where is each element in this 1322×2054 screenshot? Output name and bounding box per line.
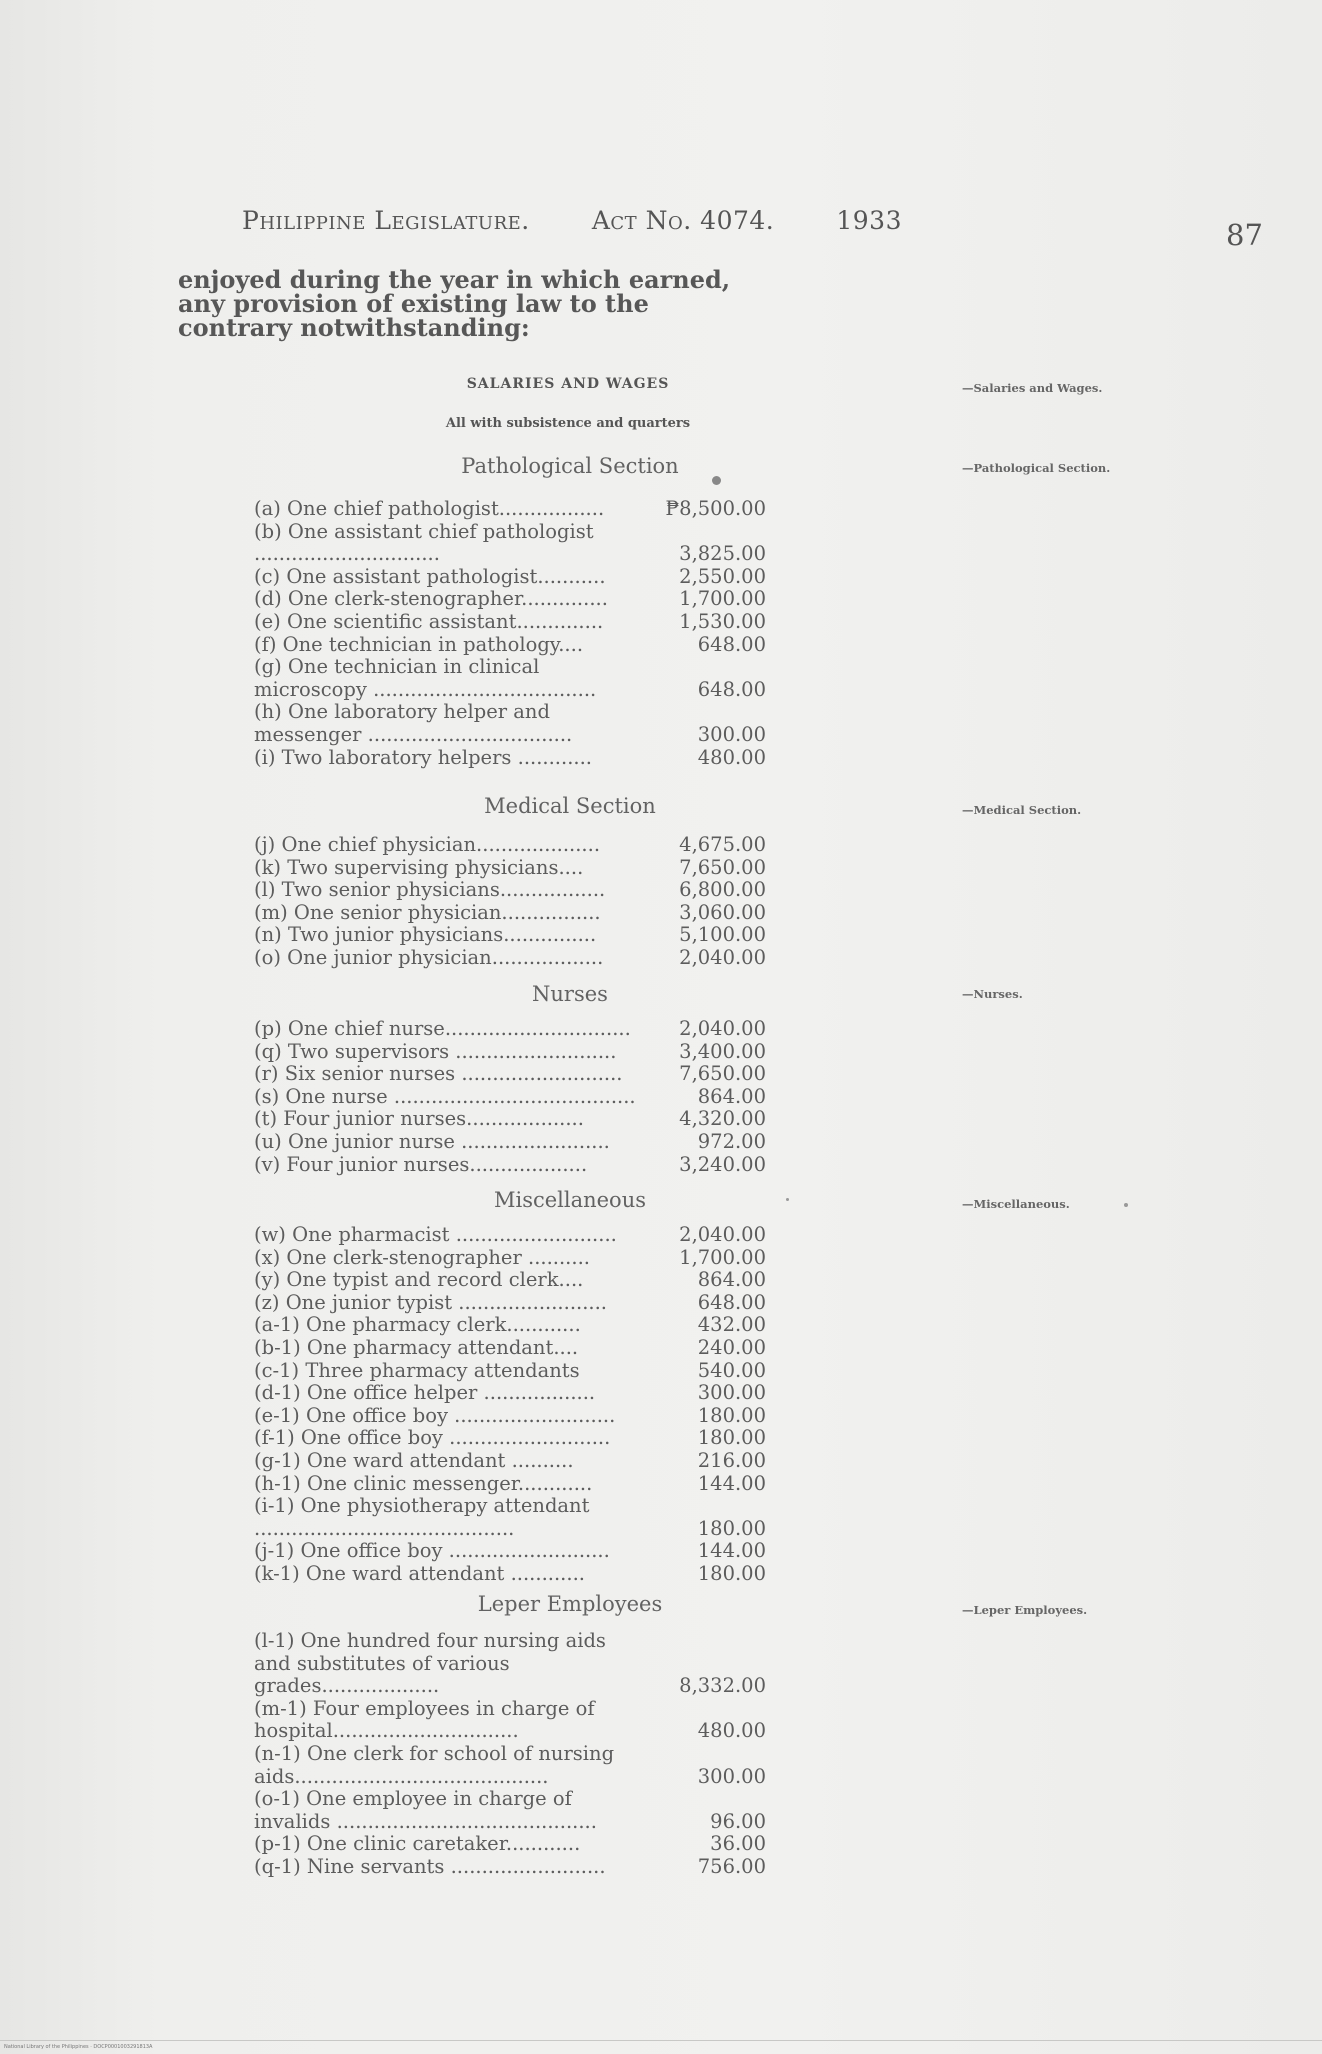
list-item: (h-1) One clinic messenger............ 144.00 (254, 1471, 766, 1495)
speck-mark (786, 1198, 789, 1201)
list-item: (j-1) One office boy .......................... 144.00 (254, 1539, 766, 1563)
list-item: (f-1) One office boy .......................... 180.00 (254, 1426, 766, 1450)
margin-dot-mark (1124, 1203, 1128, 1207)
list-item: (b-1) One pharmacy attendant.... 240.00 (254, 1335, 766, 1359)
list-item: (h) One laboratory helper and messenger ................................. 300.00 (254, 700, 766, 746)
list-item: (m-1) Four employees in charge of hospital.............................. 480.00 (254, 1696, 766, 1743)
margin-note-salaries: —Salaries and Wages. (962, 381, 1103, 395)
list-nurses (254, 1018, 774, 1176)
list-miscellaneous (254, 1224, 774, 1586)
page-number: 87 (1226, 218, 1263, 252)
header-act-number: Act No. 4074. (591, 206, 775, 235)
list-item: (g-1) One ward attendant .......... 216.00 (254, 1448, 766, 1472)
header-legislature: Philippine Legislature. (242, 206, 530, 235)
list-item: (j) One chief physician.................... 4,675.00 (254, 833, 766, 856)
list-item: (g) One technician in clinical microscopy .................................... 648.00 (254, 655, 766, 701)
list-item: (k-1) One ward attendant ............ 180.00 (254, 1561, 766, 1585)
list-item: (r) Six senior nurses .......................... 7,650.00 (254, 1062, 766, 1086)
list-pathological (254, 498, 774, 769)
list-leper-employees (254, 1630, 774, 1879)
footer-divider (0, 2040, 1322, 2041)
list-item: (z) One junior typist ........................ 648.00 (254, 1290, 766, 1314)
list-item: (u) One junior nurse ........................ 972.00 (254, 1129, 766, 1153)
list-item: (x) One clerk-stenographer .......... 1,700.00 (254, 1245, 766, 1269)
running-header (242, 206, 902, 235)
list-item: (o-1) One employee in charge of invalids .......................................... 96.00 (254, 1787, 766, 1833)
list-item: (v) Four junior nurses................... 3,240.00 (254, 1152, 766, 1176)
list-medical (254, 834, 774, 970)
header-year: 1933 (836, 206, 902, 235)
list-item: (w) One pharmacist .......................... 2,040.00 (254, 1223, 766, 1246)
list-item: (b) One assistant chief pathologist .............................. 3,825.00 (254, 519, 766, 566)
list-item: (l) Two senior physicians................. 6,800.00 (254, 878, 766, 902)
list-item: (o) One junior physician.................. 2,040.00 (254, 945, 766, 969)
list-item: (d) One clerk-stenographer.............. 1,700.00 (254, 587, 766, 611)
list-item: (n) Two junior physicians............... 5,100.00 (254, 923, 766, 947)
margin-note-miscellaneous: —Miscellaneous. (962, 1197, 1070, 1211)
list-item: (q) Two supervisors .......................... 3,400.00 (254, 1039, 766, 1063)
margin-note-leper-employees: —Leper Employees. (962, 1603, 1088, 1617)
list-item: (k) Two supervising physicians.... 7,650.00 (254, 855, 766, 879)
list-item: (p-1) One clinic caretaker............ 36.00 (254, 1832, 766, 1856)
list-item: (e) One scientific assistant.............. 1,530.00 (254, 609, 766, 633)
list-item: (i) Two laboratory helpers ............ 480.00 (254, 745, 766, 769)
list-item: (p) One chief nurse.............................. 2,040.00 (254, 1017, 766, 1040)
list-item: (f) One technician in pathology.... 648.00 (254, 632, 766, 656)
heading-pathological: Pathological Section (461, 454, 679, 478)
footer-caption: National Library of the Philippines · DOCP0001003291813A (4, 2044, 153, 2050)
list-item: (d-1) One office helper .................. 300.00 (254, 1381, 766, 1405)
margin-note-medical: —Medical Section. (962, 803, 1082, 817)
margin-note-pathological: —Pathological Section. (962, 461, 1111, 475)
list-item: (l-1) One hundred four nursing aids and substitutes of various grades................... 8,332.00 (254, 1629, 766, 1698)
list-item: (a-1) One pharmacy clerk............ 432.00 (254, 1313, 766, 1337)
list-item: (n-1) One clerk for school of nursing aids......................................... 300.00 (254, 1741, 766, 1788)
heading-medical: Medical Section (484, 794, 656, 818)
list-item: (s) One nurse ....................................... 864.00 (254, 1084, 766, 1108)
list-item: (m) One senior physician................ 3,060.00 (254, 900, 766, 924)
list-item: (t) Four junior nurses................... 4,320.00 (254, 1107, 766, 1131)
list-item: (c-1) Three pharmacy attendants 540.00 (254, 1358, 766, 1382)
list-item: (y) One typist and record clerk.... 864.00 (254, 1268, 766, 1292)
heading-miscellaneous: Miscellaneous (493, 1188, 647, 1212)
list-item: (e-1) One office boy .......................... 180.00 (254, 1403, 766, 1427)
heading-nurses: Nurses (532, 982, 608, 1006)
intro-paragraph: enjoyed during the year in which earned, any provision of existing law to the contrary notwithstanding: (178, 265, 731, 342)
list-item: (q-1) Nine servants ......................... 756.00 (254, 1854, 766, 1878)
margin-note-nurses: —Nurses. (962, 987, 1023, 1001)
list-item: (c) One assistant pathologist........... 2,550.00 (254, 564, 766, 588)
list-item: (a) One chief pathologist................. ₱8,500.00 (254, 497, 766, 520)
heading-leper-employees: Leper Employees (477, 1592, 663, 1616)
section-title: SALARIES AND WAGES (466, 376, 670, 392)
list-item: (i-1) One physiotherapy attendant .......................................... 180.00 (254, 1494, 766, 1540)
section-subtitle: All with subsistence and quarters (445, 416, 691, 431)
